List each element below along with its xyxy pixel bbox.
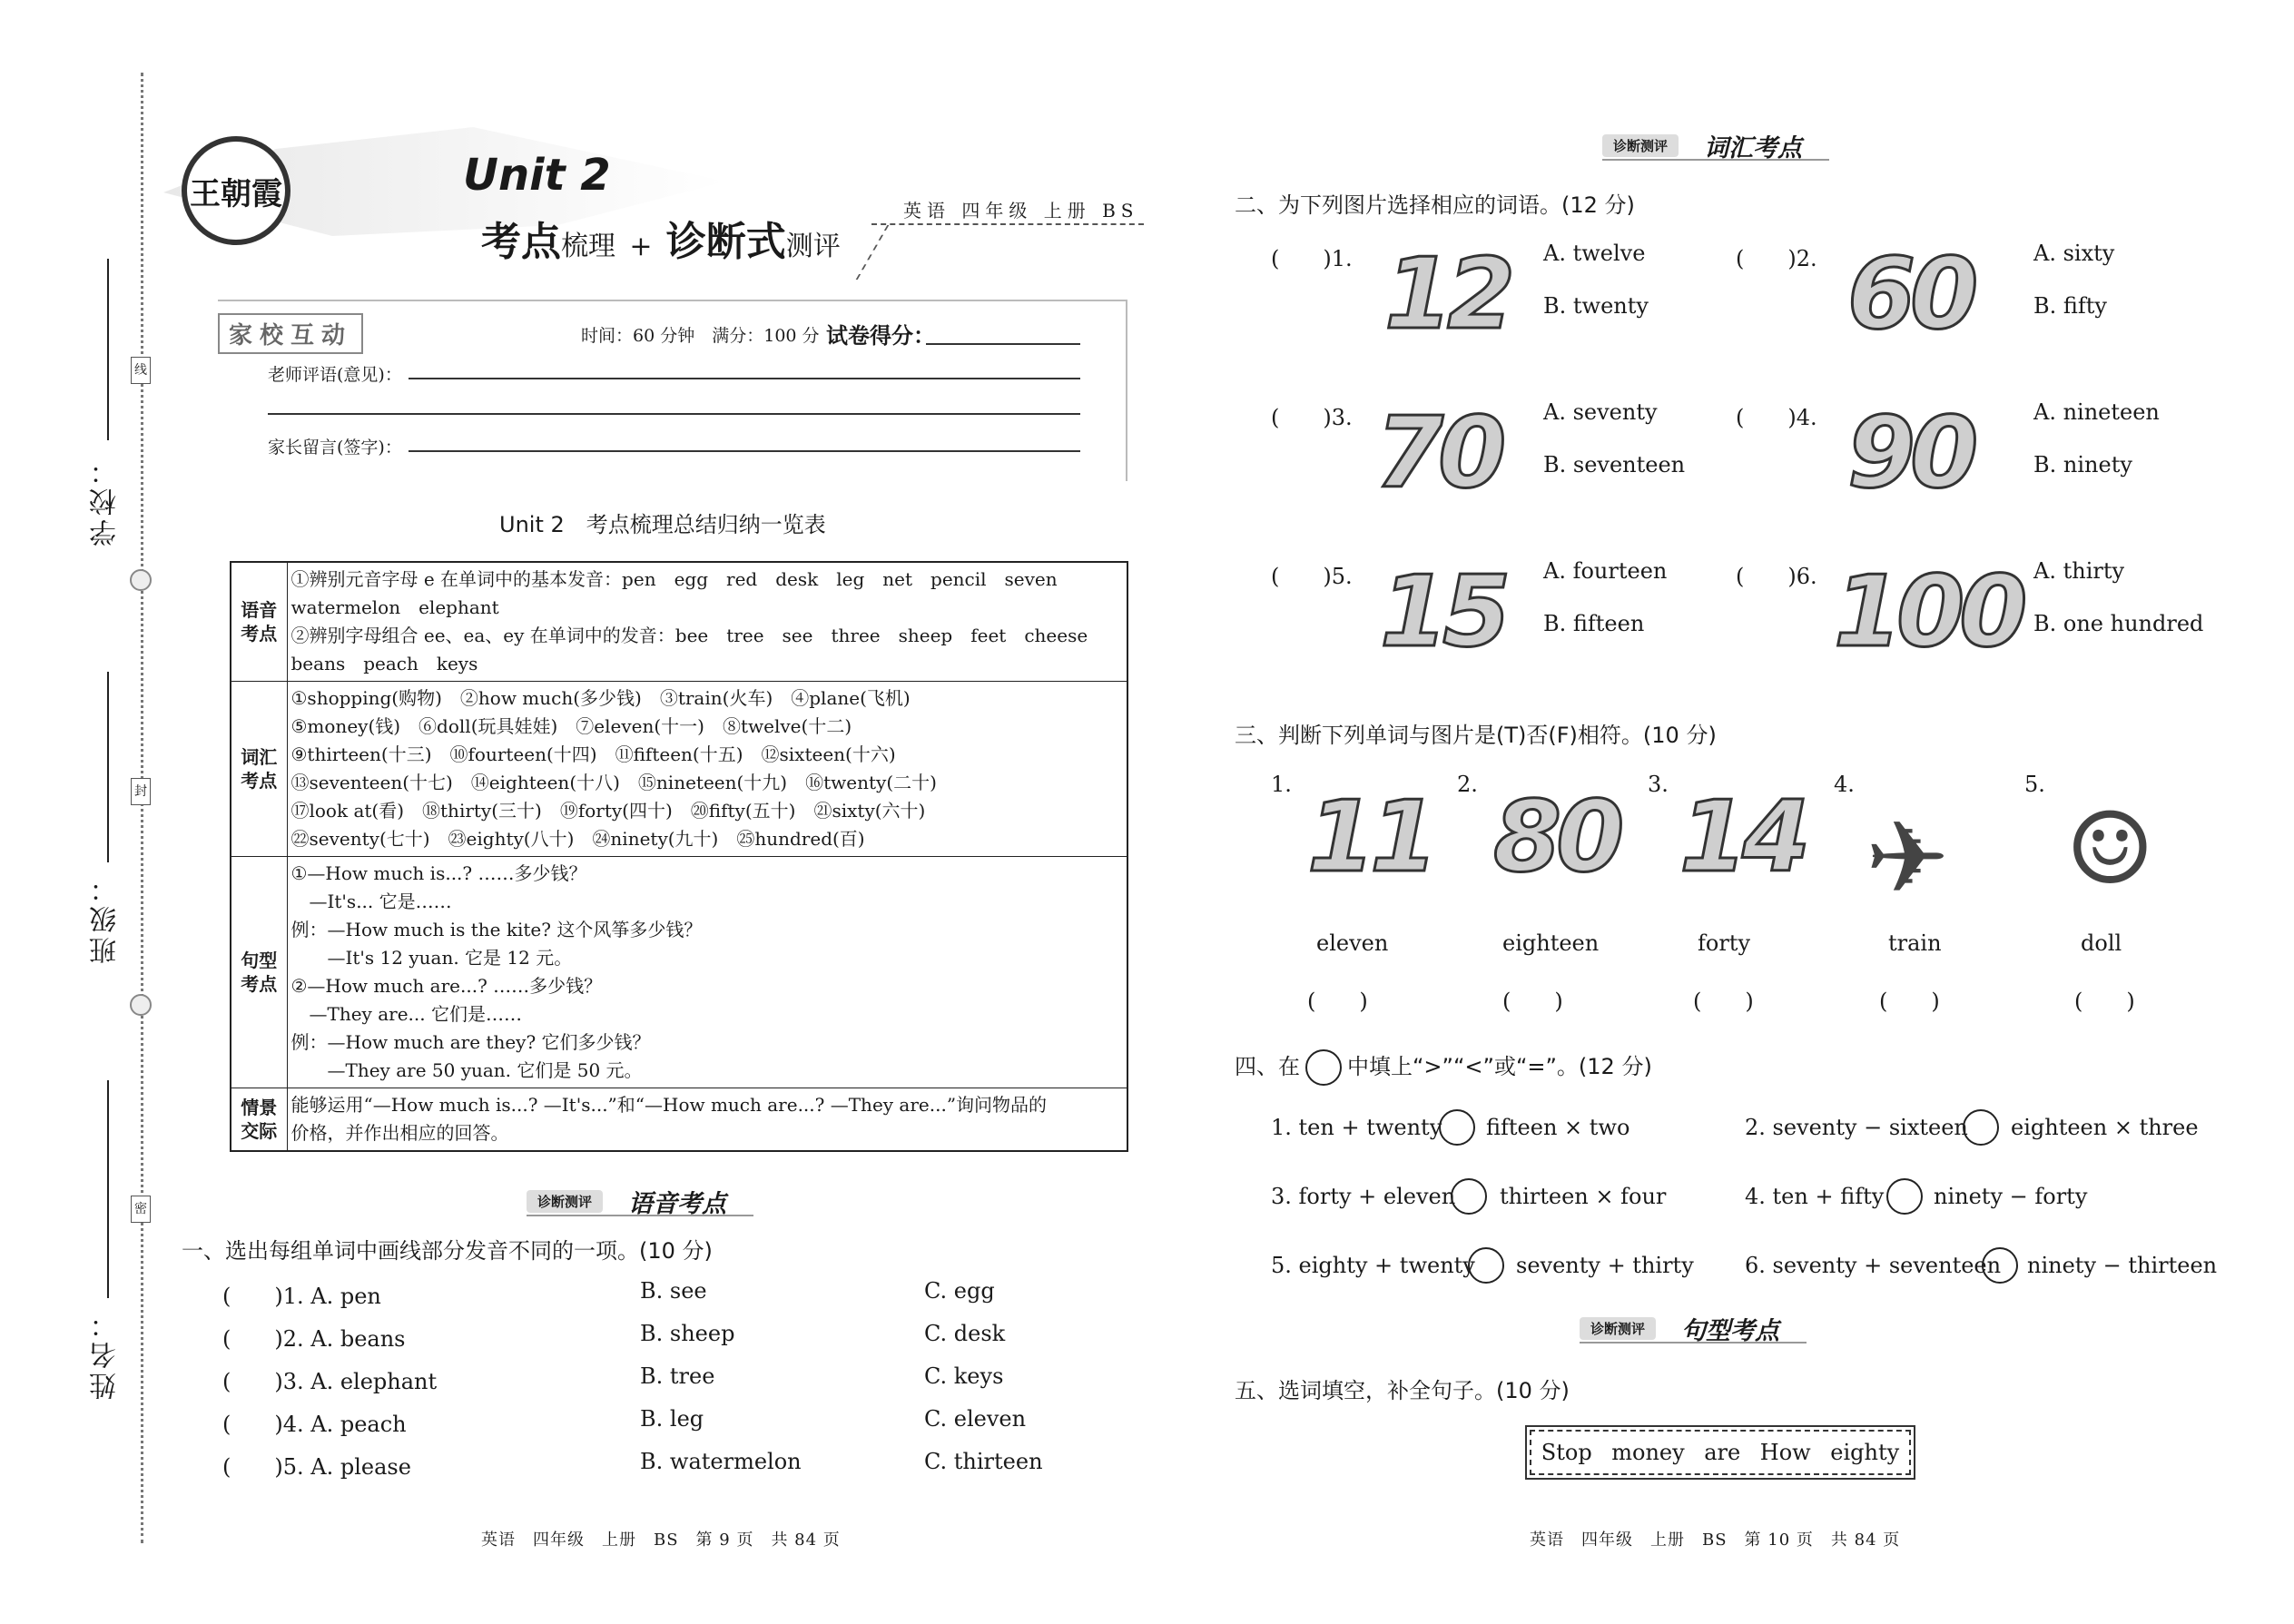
q1-item-2: ( )2. A. beans xyxy=(222,1326,406,1352)
q1-option-b: B. leg xyxy=(640,1406,704,1432)
word-option: eighty xyxy=(1830,1440,1900,1465)
row-content: 能够运用“—How much is...? —It's...”和“—How much are...? —They are...”询问物品的 价格，并作出相应的回答。 xyxy=(287,1088,1127,1152)
q2-item-1: ( )1. xyxy=(1271,246,1353,271)
table-row xyxy=(231,682,1127,857)
section-badge-sentences: 诊断测评 句型考点 xyxy=(1580,1314,1779,1342)
compare-circle[interactable] xyxy=(1886,1178,1923,1215)
doll-picture: ☺ xyxy=(2065,791,2155,907)
class-label: 班级： xyxy=(90,871,122,964)
header-divider xyxy=(856,225,890,280)
section-badge-vocabulary: 诊断测评 词汇考点 xyxy=(1602,132,1802,159)
table-row xyxy=(231,1088,1127,1152)
question-5-title: 五、选词填空，补全句子。(10 分) xyxy=(1235,1378,1570,1403)
teacher-comment-field[interactable] xyxy=(268,413,1080,415)
question-1-title: 一、选出每组单词中画线部分发音不同的一项。(10 分) xyxy=(182,1238,713,1264)
compare-circle[interactable] xyxy=(1468,1247,1504,1284)
row-content: ①shopping(购物) ②how much(多少钱) ③train(火车) ④plane(飞机) ⑤money(钱) ⑥doll(玩具娃娃) ⑦eleven(十一) ⑧twelve(十二) ⑨thirteen(十三) ⑩fourteen(十四) ⑪fifteen(十五) ⑫sixteen(十六) ⑬seventeen(十七) ⑭eighteen(十八) ⑮nineteen(十九) ⑯twenty(二十) ⑰look at(看) ⑱thirty(三十) ⑲forty(四十) ⑳fifty(五十) ㉑sixty(六十) ㉒seventy(七十) ㉓eighty(八十) ㉔ninety(九十) ㉕hundred(百) xyxy=(287,682,1127,857)
q4-right: eighteen × three xyxy=(2011,1115,2199,1140)
q2-option-a: A. nineteen xyxy=(2033,399,2160,425)
q3-word: train xyxy=(1888,930,1942,956)
binding-ring xyxy=(130,569,152,591)
q3-answer-blank[interactable]: ( ) xyxy=(2074,989,2135,1014)
q2-item-4: ( )4. xyxy=(1736,405,1817,430)
school-field[interactable] xyxy=(107,259,109,440)
q4-left: 5. eighty + twenty xyxy=(1271,1253,1475,1278)
q2-option-a: A. thirty xyxy=(2033,558,2125,584)
q3-answer-blank[interactable]: ( ) xyxy=(1693,989,1754,1014)
row-head: 句型考点 xyxy=(231,857,287,1088)
q1-option-c: C. eleven xyxy=(924,1406,1027,1432)
row-head: 情景交际 xyxy=(231,1088,287,1152)
q3-number: 4. xyxy=(1834,772,1855,797)
number-picture-80: 80 xyxy=(1493,781,1620,894)
q2-option-a: A. twelve xyxy=(1543,241,1646,266)
q2-item-2: ( )2. xyxy=(1736,246,1817,271)
q4-right: ninety − forty xyxy=(1934,1184,2088,1209)
number-picture-60: 60 xyxy=(1847,238,1974,351)
q1-option-b: B. sheep xyxy=(640,1321,735,1346)
q1-option-c: C. thirteen xyxy=(924,1449,1043,1474)
page-title: 考点梳理 + 诊断式测评 xyxy=(481,219,841,265)
q3-number: 5. xyxy=(2024,772,2045,797)
q1-item-4: ( )4. A. peach xyxy=(222,1412,407,1437)
q1-option-b: B. tree xyxy=(640,1363,715,1389)
name-label: 姓名： xyxy=(90,1307,122,1400)
box-border xyxy=(218,300,1126,301)
q1-option-b: B. watermelon xyxy=(640,1449,802,1474)
grade-tag: 英语 四年级 上册 BS xyxy=(903,200,1139,221)
seal-tag-secret: 密 xyxy=(131,1196,151,1223)
parent-comment-label: 家长留言(签字)： xyxy=(268,438,402,458)
q4-left: 6. seventy + seventeen xyxy=(1745,1253,2002,1278)
q2-option-b: B. fifteen xyxy=(1543,611,1645,636)
question-4-title: 四、在 中填上“>”“<”或“=”。(12 分) xyxy=(1235,1048,1652,1086)
score-label: 试卷得分： xyxy=(826,322,935,349)
section-badge-phonics: 诊断测评 语音考点 xyxy=(527,1187,726,1215)
q1-option-c: C. desk xyxy=(924,1321,1006,1346)
q4-left: 3. forty + eleven xyxy=(1271,1184,1456,1209)
q3-answer-blank[interactable]: ( ) xyxy=(1879,989,1940,1014)
row-head: 词汇考点 xyxy=(231,682,287,857)
word-option: How xyxy=(1759,1440,1811,1465)
page-footer-right: 英语 四年级 上册 BS 第 10 页 共 84 页 xyxy=(1530,1530,1901,1550)
q3-answer-blank[interactable]: ( ) xyxy=(1502,989,1563,1014)
header-divider xyxy=(871,223,1144,225)
q3-word: forty xyxy=(1698,930,1751,956)
parent-comment-field[interactable] xyxy=(409,450,1080,452)
unit-title: Unit 2 xyxy=(463,150,611,201)
q4-right: thirteen × four xyxy=(1500,1184,1667,1209)
table-row xyxy=(231,857,1127,1088)
q2-option-b: B. seventeen xyxy=(1543,452,1686,477)
number-picture-12: 12 xyxy=(1384,238,1511,351)
number-picture-70: 70 xyxy=(1375,397,1501,510)
q3-number: 3. xyxy=(1648,772,1669,797)
q2-item-3: ( )3. xyxy=(1271,405,1353,430)
q1-option-c: C. egg xyxy=(924,1278,995,1304)
word-option: money xyxy=(1611,1440,1685,1465)
q1-item-3: ( )3. A. elephant xyxy=(222,1369,438,1394)
binding-dotted-line xyxy=(141,73,143,1543)
q2-item-5: ( )5. xyxy=(1271,564,1353,589)
q4-left: 4. ten + fifty xyxy=(1745,1184,1885,1209)
compare-circle[interactable] xyxy=(1963,1109,1999,1146)
q2-item-6: ( )6. xyxy=(1736,564,1817,589)
q2-option-a: A. seventy xyxy=(1543,399,1658,425)
teacher-comment-field[interactable] xyxy=(409,378,1080,379)
summary-table xyxy=(230,561,1128,1152)
row-content: ①辨别元音字母 e 在单词中的基本发音：pen egg red desk leg net pencil seven watermelon elephant ②辨别字母组合 ee、ea、ey 在单词中的发音：bee tree see three sheep feet cheese beans peach keys xyxy=(287,562,1127,682)
q1-option-b: B. see xyxy=(640,1278,707,1304)
question-2-title: 二、为下列图片选择相应的词语。(12 分) xyxy=(1235,192,1635,218)
q2-option-b: B. twenty xyxy=(1543,293,1649,319)
compare-circle[interactable] xyxy=(1439,1109,1475,1146)
q1-item-1: ( )1. A. pen xyxy=(222,1284,381,1309)
word-option: Stop xyxy=(1541,1440,1592,1465)
page-footer-left: 英语 四年级 上册 BS 第 9 页 共 84 页 xyxy=(481,1530,841,1550)
q4-right: seventy + thirty xyxy=(1516,1253,1694,1278)
teacher-comment-label: 老师评语(意见)： xyxy=(268,365,402,385)
word-bank xyxy=(1530,1430,1911,1475)
seal-tag-line: 线 xyxy=(131,357,151,384)
q2-option-b: B. one hundred xyxy=(2033,611,2204,636)
summary-title: Unit 2 考点梳理总结归纳一览表 xyxy=(499,512,826,537)
number-picture-15: 15 xyxy=(1380,556,1506,669)
q2-option-a: A. fourteen xyxy=(1543,558,1668,584)
q4-right: ninety − thirteen xyxy=(2027,1253,2218,1278)
compare-circle[interactable] xyxy=(1451,1178,1487,1215)
word-option: are xyxy=(1704,1440,1741,1465)
seal-tag-seal: 封 xyxy=(131,778,151,805)
q1-option-c: C. keys xyxy=(924,1363,1004,1389)
number-picture-90: 90 xyxy=(1847,397,1974,510)
publisher-logo: 王朝霞 xyxy=(182,136,290,245)
family-school-box: 家校互动 xyxy=(218,313,363,354)
q4-left: 2. seventy − sixteen xyxy=(1745,1115,1968,1140)
airplane-picture: ✈ xyxy=(1866,800,1950,916)
score-field[interactable] xyxy=(926,343,1080,345)
q4-right: fifteen × two xyxy=(1486,1115,1630,1140)
row-content: ①—How much is...? ……多少钱？ —It's... 它是…… 例：—How much is the kite? 这个风筝多少钱？ —It's 12 yuan. 它是 12 元。 ②—How much are...? ……多少钱？ —They are... 它们是…… 例：—How much are they? 它们多少钱？ —They are 50 yuan. 它们是 50 元。 xyxy=(287,857,1127,1088)
q2-option-a: A. sixty xyxy=(2033,241,2115,266)
q3-number: 2. xyxy=(1457,772,1478,797)
table-row xyxy=(231,562,1127,682)
number-picture-11: 11 xyxy=(1307,781,1433,894)
q3-word: eleven xyxy=(1316,930,1389,956)
box-border xyxy=(1126,300,1127,481)
row-head: 语音考点 xyxy=(231,562,287,682)
school-label: 学校： xyxy=(90,454,122,546)
q3-answer-blank[interactable]: ( ) xyxy=(1307,989,1368,1014)
class-field[interactable] xyxy=(107,672,109,862)
number-picture-100: 100 xyxy=(1834,556,2023,669)
q4-left: 1. ten + twenty xyxy=(1271,1115,1442,1140)
q2-option-b: B. fifty xyxy=(2033,293,2107,319)
q3-number: 1. xyxy=(1271,772,1292,797)
number-picture-14: 14 xyxy=(1679,781,1806,894)
time-info: 时间：60 分钟 满分：100 分 xyxy=(581,326,820,346)
name-field[interactable] xyxy=(107,1080,109,1298)
q1-item-5: ( )5. A. please xyxy=(222,1454,411,1480)
binding-ring xyxy=(130,994,152,1016)
q3-word: doll xyxy=(2081,930,2122,956)
question-3-title: 三、判断下列单词与图片是(T)否(F)相符。(10 分) xyxy=(1235,723,1717,748)
q3-word: eighteen xyxy=(1502,930,1600,956)
compare-circle[interactable] xyxy=(1982,1247,2018,1284)
q2-option-b: B. ninety xyxy=(2033,452,2132,477)
